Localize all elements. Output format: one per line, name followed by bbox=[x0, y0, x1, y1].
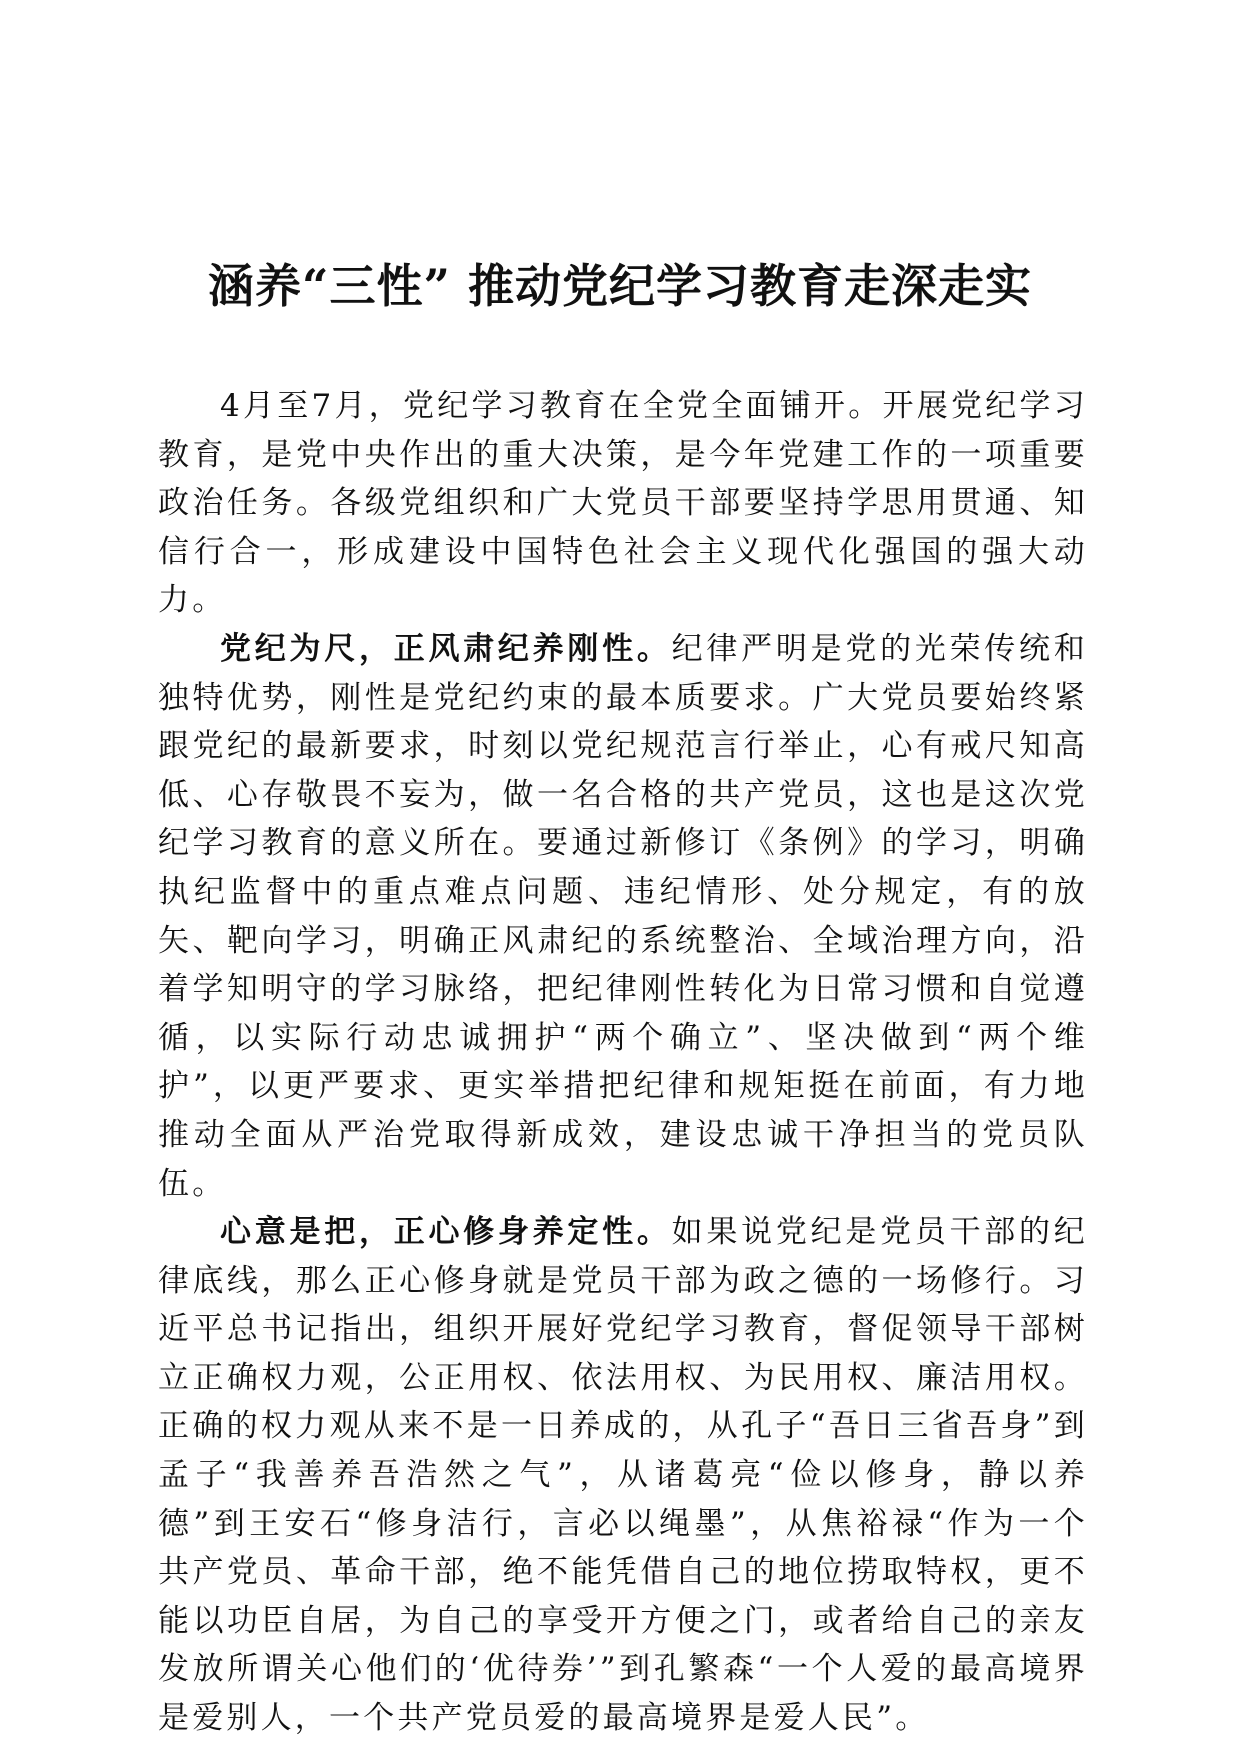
paragraph-text: 纪律严明是党的光荣传统和独特优势，刚性是党纪约束的最本质要求。广大党员要始终紧跟党纪的最新要求，时刻以党纪规范言行举止，心有戒尺知高低、心存敬畏不妄为，做一名合格的共产党员，这也是这次党纪学习教育的意义所在。要通过新修订《条例》的学习，明确执纪监督中的重点难点问题、违纪情形、处分规定，有的放矢、靶向学习，明确正风肃纪的系统整治、全域治理方向，沿着学知明守的学习脉络，把纪律刚性转化为日常习惯和自觉遵循，以实际行动忠诚拥护“两个确立”、坚决做到“两个维护”，以更严要求、更实举措把纪律和规矩挺在前面，有力地推动全面从严治党取得新成效，建设忠诚干净担当的党员队伍。 bbox=[158, 630, 1088, 1202]
paragraph-discipline bbox=[158, 625, 1088, 1208]
paragraph-text: 如果说党纪是党员干部的纪律底线，那么正心修身就是党员干部为政之德的一场修行。习近平总书记指出，组织开展好党纪学习教育，督促领导干部树立正确权力观，公正用权、依法用权、为民用权、廉洁用权。正确的权力观从来不是一日养成的，从孔子“吾日三省吾身”到孟子“我善养吾浩然之气”，从诸葛亮“俭以修身，静以养德”到王安石“修身洁行，言必以绳墨”，从焦裕禄“作为一个共产党员、革命干部，绝不能凭借自己的地位捞取特权，更不能以功臣自居，为自己的享受开方便之门，或者给自己的亲友发放所谓关心他们的‘优待券’”到孔繁森“一个人爱的最高境界是爱别人，一个共产党员爱的最高境界是爱人民”。 bbox=[158, 1214, 1088, 1737]
paragraph-intro bbox=[158, 382, 1088, 625]
paragraph-text: 4月至7月，党纪学习教育在全党全面铺开。开展党纪学习教育，是党中央作出的重大决策，是今年党建工作的一项重要政治任务。各级党组织和广大党员干部要坚持学思用贯通、知信行合一，形成建设中国特色社会主义现代化强国的强大动力。 bbox=[158, 388, 1088, 619]
paragraph-self-cultivation bbox=[158, 1208, 1088, 1743]
document-title: 涵养“三性” 推动党纪学习教育走深走实 bbox=[208, 259, 1032, 313]
document-body bbox=[158, 382, 1088, 1743]
paragraph-lead: 心意是把，正心修身养定性。 bbox=[220, 1214, 672, 1251]
paragraph-lead: 党纪为尺，正风肃纪养刚性。 bbox=[220, 630, 672, 667]
